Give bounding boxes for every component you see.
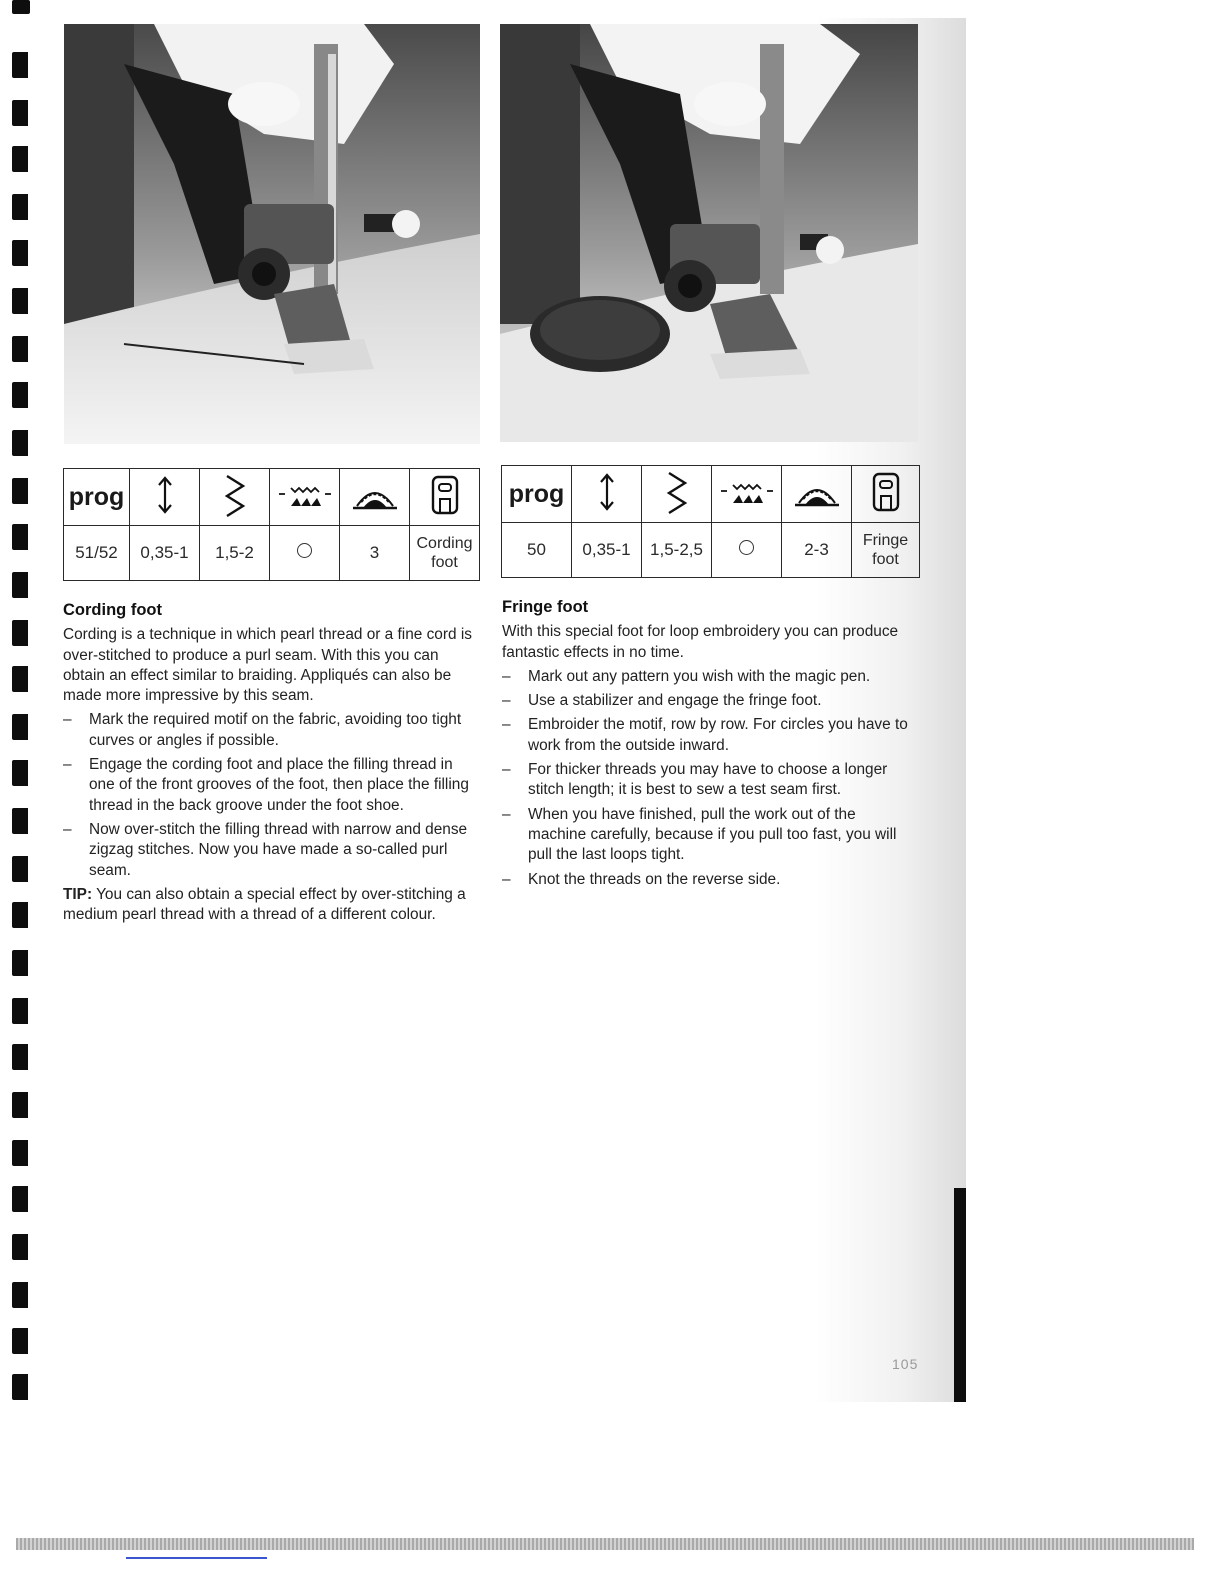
program-number: 50: [502, 523, 572, 578]
bullet-dash: –: [502, 716, 511, 734]
list-item: – For thicker threads you may have to choose a longer stitch length; it is best to sew a test seam first.: [502, 761, 888, 799]
section-heading: Cording foot: [63, 601, 162, 619]
cording-foot-section: [63, 600, 481, 925]
bullet-dash: –: [63, 711, 72, 729]
tip-text: You can also obtain a special effect by over-stitching a medium pearl thread with a thread of a different colour.: [63, 885, 466, 924]
prog-label: prog: [64, 469, 130, 526]
settings-value-row: [64, 526, 480, 581]
bullet-dash: –: [502, 870, 511, 888]
presser-foot-value: [852, 523, 920, 578]
tension-icon: [782, 466, 852, 523]
presser-foot-label: Fringe foot: [862, 532, 909, 568]
list-item: – Now over-stitch the filling thread with narrow and dense zigzag stitches. Now you have made a so-called purl seam.: [63, 820, 468, 879]
tip-label: TIP:: [63, 885, 93, 903]
stitch-width-icon: [642, 466, 712, 523]
bullet-dash: –: [502, 667, 511, 685]
fringe-foot-photo: [500, 24, 918, 442]
presser-foot-label: Cording foot: [416, 535, 473, 571]
tension-icon: [340, 469, 410, 526]
needle-position-value: 0,35-1: [130, 526, 200, 581]
circle-mark-icon: [739, 540, 754, 555]
fringe-foot-section: [502, 597, 918, 894]
bullet-dash: –: [63, 820, 72, 838]
stitch-length-value: [270, 526, 340, 581]
scan-footer-bar: [16, 1538, 1194, 1550]
bullet-dash: –: [502, 692, 511, 710]
stitch-width-icon: [200, 469, 270, 526]
list-item: – Knot the threads on the reverse side.: [502, 870, 918, 890]
settings-header-row: [64, 469, 480, 526]
needle-position-icon: [130, 469, 200, 526]
list-item: – Embroider the motif, row by row. For circles you have to work from the outside inward.: [502, 716, 908, 754]
stitch-length-value: [712, 523, 782, 578]
list-item: – Engage the cording foot and place the filling thread in one of the front grooves of the foot, then place the filling thread in the back groove under the foot shoe.: [63, 756, 469, 814]
tension-value: 3: [340, 526, 410, 581]
stitch-length-icon: [712, 466, 782, 523]
bullet-dash: –: [502, 805, 511, 823]
circle-mark-icon: [297, 543, 312, 558]
list-item: – When you have finished, pull the work out of the machine carefully, because if you pull too fast, you will pull the last loops tight.: [502, 805, 897, 864]
cording-settings-table: [63, 468, 480, 581]
needle-position-icon: [572, 466, 642, 523]
settings-header-row: [502, 466, 920, 523]
instruction-list: [502, 667, 918, 890]
tension-value: 2-3: [782, 523, 852, 578]
chapter-edge-tab: [954, 1188, 966, 1402]
program-number: 51/52: [64, 526, 130, 581]
cording-foot-photo: [64, 24, 480, 444]
instruction-list: [63, 710, 481, 880]
list-item: – Mark the required motif on the fabric, avoiding too tight curves or angles if possible.: [63, 711, 462, 749]
settings-value-row: [502, 523, 920, 578]
footer-link-line: [126, 1557, 267, 1559]
stitch-width-value: 1,5-2: [200, 526, 270, 581]
presser-foot-icon: [852, 466, 920, 523]
section-intro: With this special foot for loop embroidery you can produce fantastic effects in no time.: [502, 623, 899, 661]
bullet-dash: –: [63, 756, 72, 774]
presser-foot-value: [410, 526, 480, 581]
list-item: – Mark out any pattern you wish with the magic pen.: [502, 667, 918, 687]
bullet-dash: –: [502, 761, 511, 779]
page-number: 105: [892, 1356, 919, 1372]
stitch-length-icon: [270, 469, 340, 526]
fringe-settings-table: [501, 465, 920, 578]
section-intro: Cording is a technique in which pearl thread or a fine cord is over-stitched to produce a purl seam. With this you can obtain an effect similar to braiding. Appliqués can also be made more impressive by this seam.: [63, 626, 472, 705]
stitch-width-value: 1,5-2,5: [642, 523, 712, 578]
prog-label: prog: [502, 466, 572, 523]
section-heading: Fringe foot: [502, 598, 589, 616]
presser-foot-icon: [410, 469, 480, 526]
tip-paragraph: [63, 885, 481, 926]
needle-position-value: 0,35-1: [572, 523, 642, 578]
list-item: – Use a stabilizer and engage the fringe foot.: [502, 691, 918, 711]
